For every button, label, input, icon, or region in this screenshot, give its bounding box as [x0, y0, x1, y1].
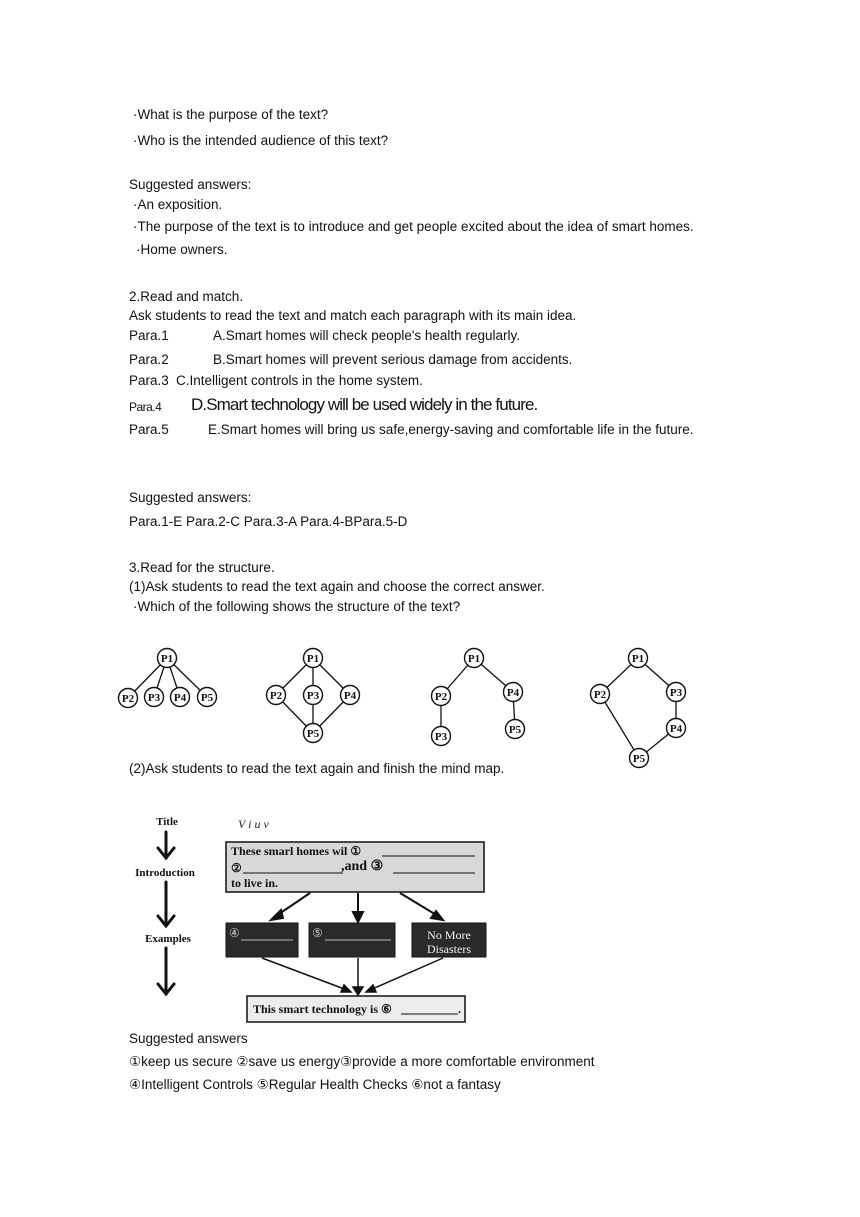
node-label: P3 — [669, 687, 683, 699]
example-box-6-line2: Disasters — [427, 942, 471, 956]
answer-item: ·Home owners. — [136, 242, 228, 257]
question-purpose: ·What is the purpose of the text? — [133, 107, 329, 122]
example-box-5-label: ⑤ — [312, 926, 323, 940]
node-label: P3 — [434, 731, 448, 743]
conclusion-end: . — [458, 1002, 461, 1016]
mind-map-intro-label: Introduction — [135, 867, 195, 879]
intro-line3: to live in. — [231, 876, 278, 890]
section2-instruction: Ask students to read the text and match each paragraph with its main idea. — [129, 308, 577, 323]
node-label: P4 — [173, 692, 187, 704]
answer-item: ·An exposition. — [133, 197, 223, 212]
node-label: P5 — [508, 724, 522, 736]
node-label: P1 — [306, 653, 320, 665]
node-label: P4 — [506, 687, 520, 699]
intro-line1: These smarl homes wil ① — [231, 844, 362, 858]
node-label: P2 — [593, 689, 607, 701]
node-label: P3 — [147, 692, 161, 704]
example-box-4-label: ④ — [229, 926, 240, 940]
node-label: P3 — [306, 690, 320, 702]
para-label: Para.3 — [129, 373, 169, 388]
para-idea: C.Intelligent controls in the home system. — [176, 373, 423, 388]
para-idea: D.Smart technology will be used widely in the future. — [191, 395, 538, 414]
answers-heading: Suggested answers: — [129, 177, 252, 192]
section2-title: 2.Read and match. — [129, 289, 244, 304]
node-label: P1 — [467, 653, 481, 665]
section3-question: ·Which of the following shows the structure of the text? — [133, 599, 461, 614]
answer-item: ·The purpose of the text is to introduce and get people excited about the idea of smart homes. — [133, 219, 694, 234]
node-label: P4 — [343, 690, 357, 702]
para-label: Para.5 — [129, 422, 169, 437]
final-answers-heading: Suggested answers — [129, 1031, 248, 1046]
para-idea: E.Smart homes will bring us safe,energy-saving and comfortable life in the future. — [208, 422, 694, 437]
mind-map-title-label: Title — [156, 816, 178, 828]
para-label: Para.2 — [129, 352, 169, 367]
para-idea: A.Smart homes will check people's health regularly. — [213, 328, 520, 343]
match-answers: Para.1-E Para.2-C Para.3-A Para.4-BPara.5-D — [129, 514, 408, 529]
node-label: P5 — [200, 692, 214, 704]
node-label: P4 — [669, 723, 683, 735]
mind-map-examples-label: Examples — [145, 933, 191, 945]
answers-heading: Suggested answers: — [129, 490, 252, 505]
node-label: P5 — [632, 753, 646, 765]
node-label: P1 — [631, 653, 645, 665]
para-idea: B.Smart homes will prevent serious damage from accidents. — [213, 352, 573, 367]
final-answers-line2: ④Intelligent Controls ⑤Regular Health Checks ⑥not a fantasy — [129, 1077, 501, 1092]
mind-map — [125, 808, 495, 1026]
intro-line2a: ② — [231, 861, 242, 875]
node-label: P5 — [306, 728, 320, 740]
para-label: Para.1 — [129, 328, 169, 343]
final-answers-line1: ①keep us secure ②save us energy③provide a more comfortable environment — [129, 1054, 595, 1069]
intro-line2b: ,and ③ — [341, 859, 384, 874]
example-box-6-line1: No More — [427, 928, 471, 942]
node-label: P2 — [434, 691, 448, 703]
question-audience: ·Who is the intended audience of this text? — [133, 133, 389, 148]
section3-title: 3.Read for the structure. — [129, 560, 275, 575]
section3-step1: (1)Ask students to read the text again and choose the correct answer. — [129, 579, 545, 594]
conclusion-text: This smart technology is ⑥ — [253, 1002, 392, 1016]
node-label: P2 — [121, 693, 135, 705]
para-label: Para.4 — [129, 400, 162, 414]
scribble-text: V i u v — [238, 817, 269, 831]
node-label: P1 — [160, 653, 174, 665]
section3-step2: (2)Ask students to read the text again and finish the mind map. — [129, 761, 505, 776]
node-label: P2 — [269, 690, 283, 702]
structure-diagrams — [110, 640, 710, 775]
